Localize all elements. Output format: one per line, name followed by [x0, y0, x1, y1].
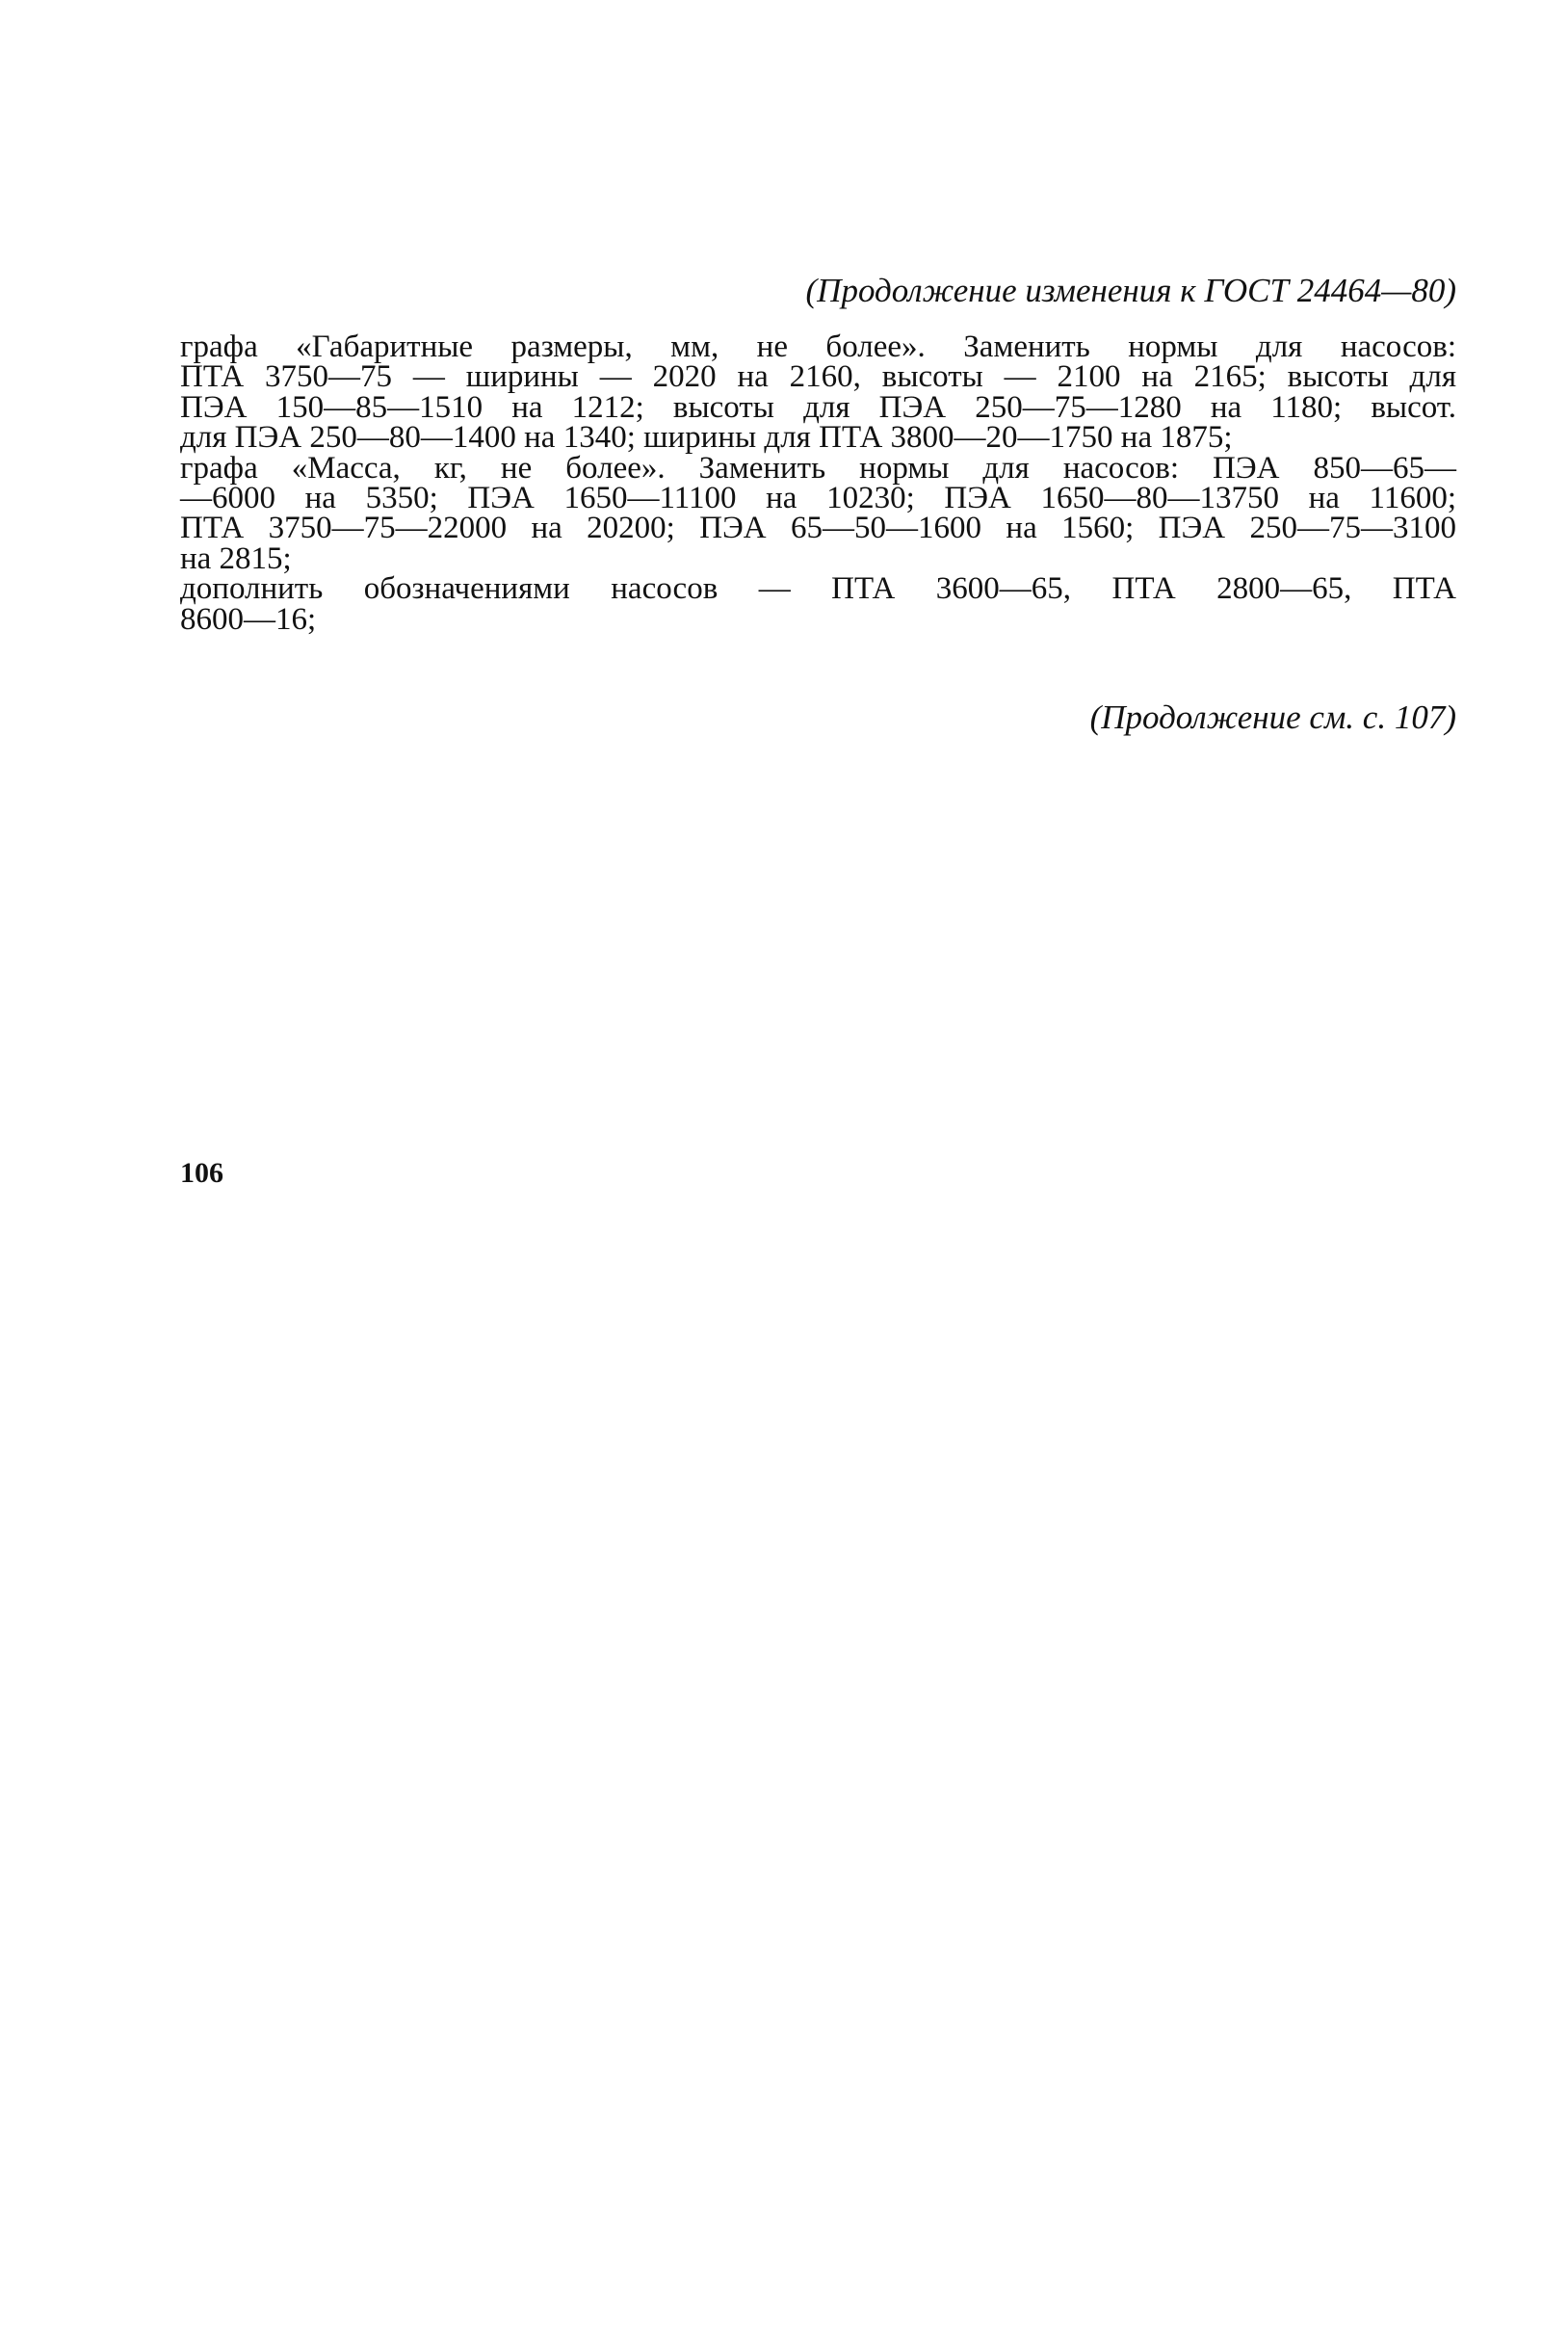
text-line: ПТА 3750—75 — ширины — 2020 на 2160, высоты — 2100 на 2165; высоты для [180, 359, 1456, 395]
text-line: дополнить обозначениями насосов — ПТА 3600—65, ПТА 2800—65, ПТА [180, 571, 1456, 607]
text-line: ПТА 3750—75—22000 на 20200; ПЭА 65—50—1600 на 1560; ПЭА 250—75—3100 [180, 511, 1456, 546]
amendment-body [180, 329, 1456, 637]
text-line: ПЭА 150—85—1510 на 1212; высоты для ПЭА 250—75—1280 на 1180; высот. [180, 389, 1456, 425]
text-line: графа «Габаритные размеры, мм, не более». Заменить нормы для насосов: [180, 329, 1456, 364]
page-number: 106 [180, 1157, 223, 1189]
paragraph-designations [180, 571, 1456, 637]
text-line: на 2815; [180, 540, 292, 576]
paragraph-dimensions [180, 329, 1456, 456]
continuation-note: (Продолжение см. с. 107) [1089, 698, 1456, 736]
text-line: графа «Масса, кг, не более». Заменить нормы для насосов: ПЭА 850—65— [180, 450, 1456, 486]
continuation-header: (Продолжение изменения к ГОСТ 24464—80) [805, 272, 1456, 309]
paragraph-mass [180, 450, 1456, 576]
text-line: для ПЭА 250—80—1400 на 1340; ширины для ПТА 3800—20—1750 на 1875; [180, 420, 1233, 456]
text-line: —6000 на 5350; ПЭА 1650—11100 на 10230; ПЭА 1650—80—13750 на 11600; [180, 481, 1456, 516]
text-line: 8600—16; [180, 601, 317, 637]
